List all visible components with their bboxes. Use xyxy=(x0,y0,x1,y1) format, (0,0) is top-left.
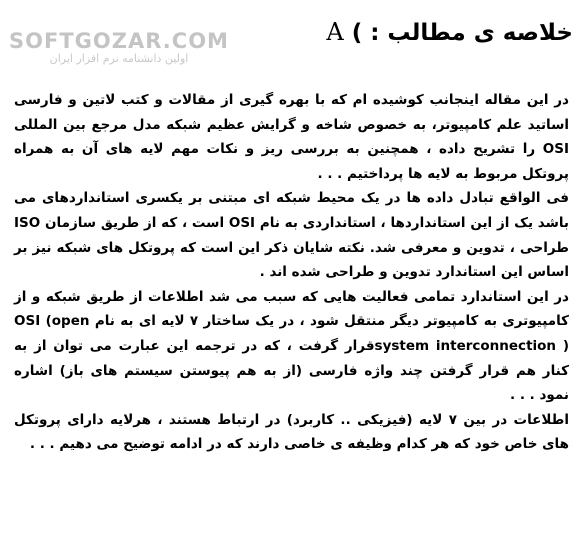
summary-body xyxy=(14,88,569,457)
section-title: خلاصه ی مطالب : xyxy=(370,20,573,46)
section-letter: A xyxy=(326,18,344,46)
paragraph-osi-structure: در این استاندارد تمامی فعالیت هایی که سبب می شد اطلاعات از طریق شبکه و از کامپیوتری به کامپیوتر دیگر منتقل شود ، در یک ساختار ۷ لایه ای به نام OSI (open system interconnection )قرار گرفت ، که در ترجمه این عبارت می توان از به کنار هم قرار گرفتن چند واژه فارسی (از به هم پیوستن سیستم های باز) اشاره نمود . . . xyxy=(14,288,570,404)
site-watermark xyxy=(4,30,234,66)
watermark-tagline: اولین دانشنامه نرم افزار ایران xyxy=(49,52,189,65)
section-heading xyxy=(326,18,573,47)
paragraph-layers: اطلاعات در بین ۷ لایه (فیزیکی .. کاربرد) در ارتباط هستند ، هرلایه دارای پروتکل های خاص خود که هر کدام وظیفه ی خاصی دارند که در ادامه توضیح می دهیم . . . xyxy=(14,411,569,453)
watermark-brand: SOFTGOZAR.COM xyxy=(9,29,229,53)
paragraph-intro: در این مقاله اینجانب کوشیده ام که با بهره گیری از مقالات و کتب لاتین و فارسی اساتید علم کامپیوتر، به خصوص شاخه و گرایش عظیم شبکه مدل مرجع بین المللی OSI را تشریح داده ، همچنین به بررسی ریز و نکات مهم لایه های آن به همراه پروتکل مربوط به لایه ها پرداختیم . . . xyxy=(14,92,569,182)
section-bracket: ) xyxy=(351,20,363,46)
paragraph-standards: فی الواقع تبادل داده ها در یک محیط شبکه ای مبتنی بر یکسری استانداردهای می باشد یک از این استانداردها ، استانداردی به نام OSI است ، که از طریق سازمان ISO طراحی ، تدوین و معرفی شد. نکته شایان ذکر این است که پروتکل های شبکه نیز بر اساس این استاندارد تدوین و طراحی شده اند . xyxy=(14,190,570,281)
